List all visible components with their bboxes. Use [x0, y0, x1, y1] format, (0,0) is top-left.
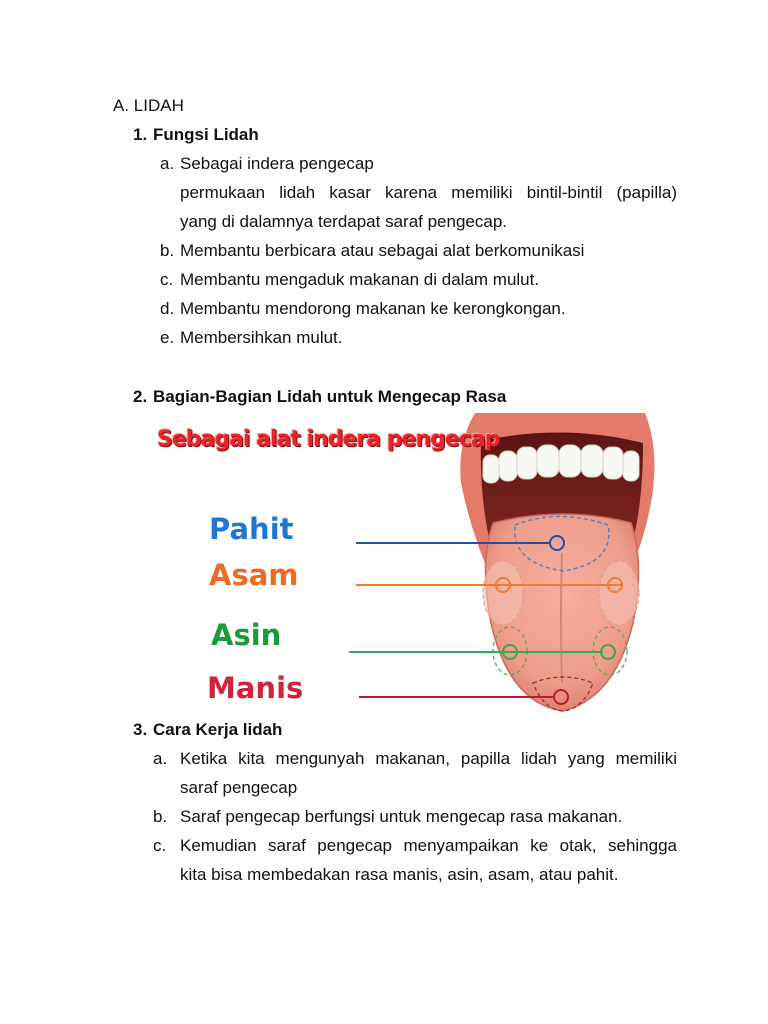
list-item-fungsi-d: [160, 298, 566, 320]
zone-asam-right: [599, 561, 639, 625]
figure-title: Sebagai alat indera pengecap: [157, 427, 500, 452]
list-text-cara-c-cont: kita bisa membedakan rasa manis, asin, asam, atau pahit.: [180, 865, 619, 884]
heading-fungsi: [133, 124, 259, 146]
list-text-cara-b: Saraf pengecap berfungsi untuk mengecap rasa makanan.: [180, 807, 623, 826]
list-text: Membantu berbicara atau sebagai alat berkomunikasi: [180, 241, 585, 260]
list-item-fungsi-e: [160, 327, 343, 349]
list-marker: c.: [160, 270, 174, 289]
list-marker-cara-a: a.: [153, 749, 168, 768]
heading-title: Bagian-Bagian Lidah untuk Mengecap Rasa: [153, 387, 507, 406]
label-asin: Asin: [211, 618, 282, 652]
label-asam: Asam: [209, 558, 299, 592]
label-pahit: Pahit: [209, 512, 294, 546]
list-item-fungsi-b: [160, 240, 584, 262]
list-text-cara-a: Ketika kita mengunyah makanan, papilla lidah yang memiliki: [180, 749, 677, 768]
heading-title: Fungsi Lidah: [153, 125, 259, 144]
detail-line: permukaan lidah kasar karena memiliki bintil-bintil (papilla): [180, 183, 677, 202]
list-text: Sebagai indera pengecap: [180, 154, 374, 173]
list-text-cara-a-cont: saraf pengecap: [180, 778, 298, 797]
tongue-figure: [153, 413, 675, 713]
list-marker-cara-c: c.: [153, 836, 167, 855]
list-marker: e.: [160, 328, 175, 347]
heading-number: 3.: [133, 720, 148, 739]
list-text-cara-c: Kemudian saraf pengecap menyampaikan ke otak, sehingga: [180, 836, 677, 855]
heading-title: Cara Kerja lidah: [153, 720, 283, 739]
list-marker: b.: [160, 241, 175, 260]
list-marker-cara-b: b.: [153, 807, 168, 826]
label-manis: Manis: [207, 671, 304, 705]
list-marker: a.: [160, 154, 175, 173]
list-item-fungsi-a: [160, 153, 374, 175]
list-marker: d.: [160, 299, 175, 318]
heading-cara: [133, 719, 282, 741]
heading-number: 2.: [133, 387, 148, 406]
list-text: Membersihkan mulut.: [180, 328, 343, 347]
list-text: Membantu mendorong makanan ke kerongkongan.: [180, 299, 566, 318]
list-text: Membantu mengaduk makanan di dalam mulut.: [180, 270, 540, 289]
heading-bagian: [133, 386, 506, 408]
heading-number: 1.: [133, 125, 148, 144]
detail-line: yang di dalamnya terdapat saraf pengecap.: [180, 212, 508, 231]
list-item-fungsi-c: [160, 269, 539, 291]
section-heading: A. LIDAH: [113, 96, 184, 115]
